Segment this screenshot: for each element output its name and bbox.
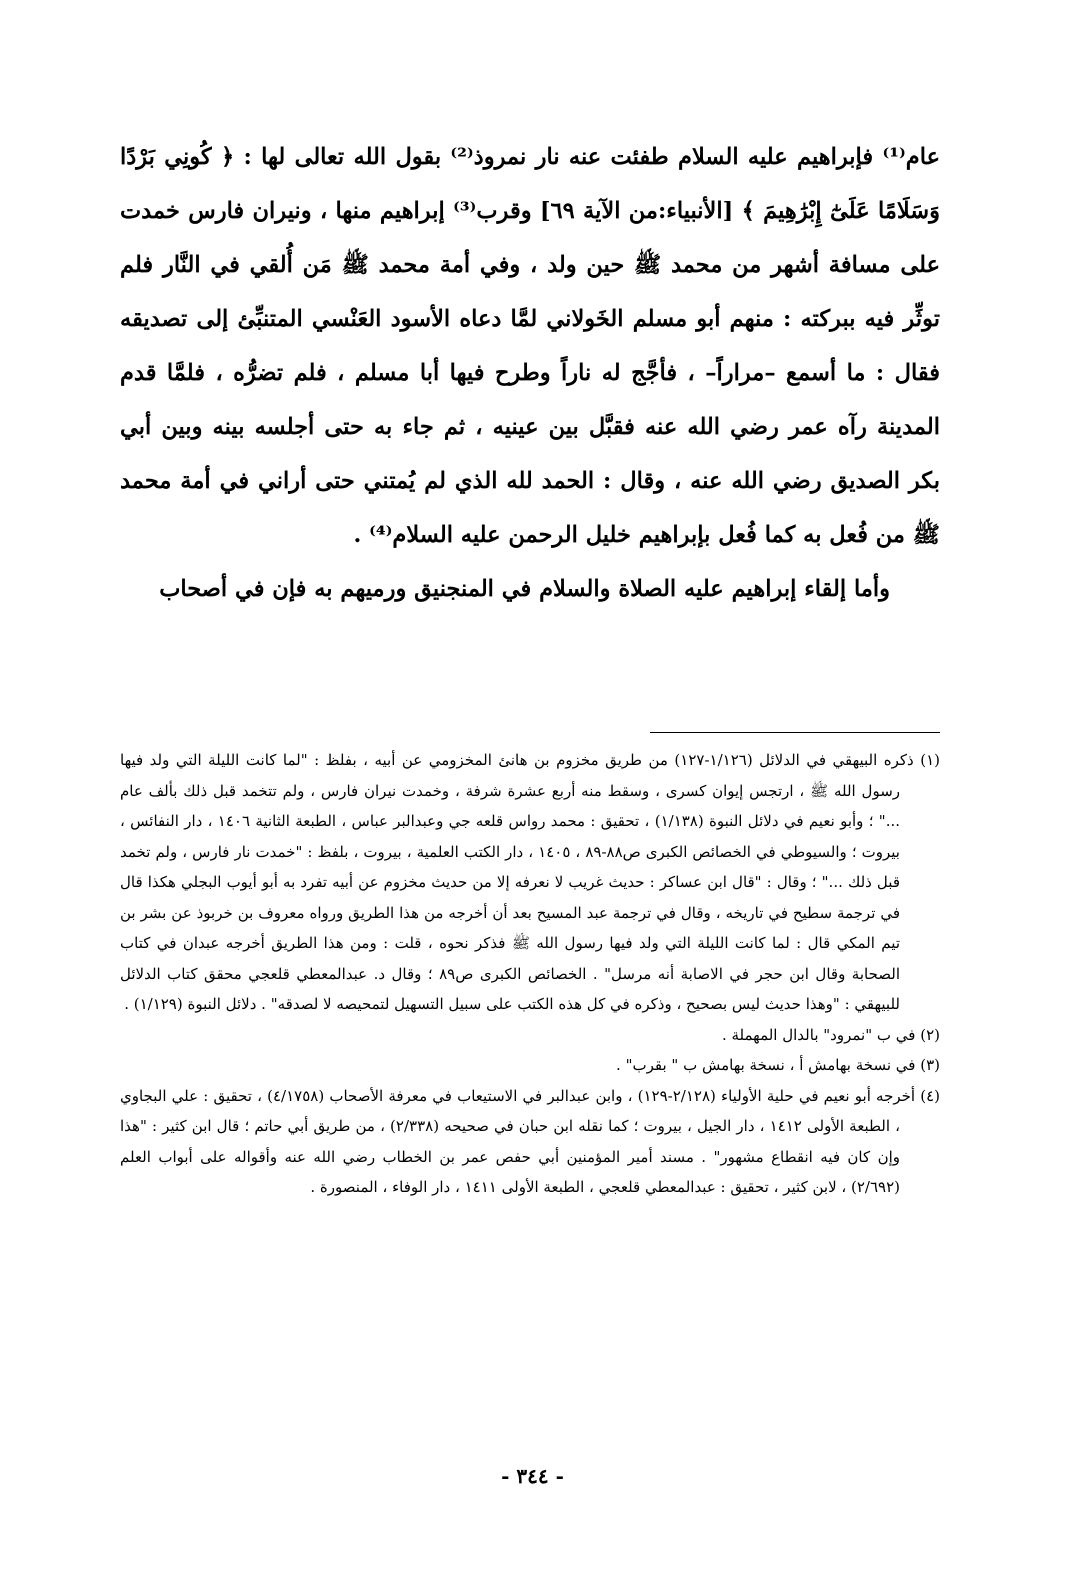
footnote-separator — [650, 732, 940, 733]
page-number: - ٣٤٤ - — [501, 1464, 564, 1488]
paragraph-1: عام⁽¹⁾ فإبراهيم عليه السلام طفئت عنه نار نمروذ⁽²⁾ بقول الله تعالى لها : ﴿ كُونِي بَرْدًا وَسَلَامًا عَلَىٰٓ إِبْرَٰهِيمَ ﴾ [الأنبياء:من الآية ٦٩] وقرب⁽³⁾ إبراهيم منها ، ونيران فارس خمدت على مسافة أشهر من محمد ﷺ حين ولد ، وفي أمة محمد ﷺ مَن أُلقي في النَّار فلم توثِّر فيه ببركته : منهم أبو مسلم الخَولاني لمَّا دعاه الأسود العَنْسي المتنبِّئ إلى تصديقه فقال : ما أسمع –مراراً– ، فأجَّج له ناراً وطرح فيها أبا مسلم ، فلم تضرُّه ، فلمَّا قدم المدينة رآه عمر رضي الله عنه فقبَّل بين عينيه ، ثم جاء به حتى أجلسه بينه وبين أبي بكر الصديق رضي الله عنه ، وقال : الحمد لله الذي لم يُمتني حتى أراني في أمة محمد ﷺ من فُعل به كما فُعل بإبراهيم خليل الرحمن عليه السلام⁽⁴⁾ . — [120, 144, 941, 548]
paragraph-2: وأما إلقاء إبراهيم عليه الصلاة والسلام في المنجنيق ورميهم به فإن في أصحاب — [159, 576, 890, 602]
footnote-2: (٢) في ب "نمرود" بالدال المهملة . — [721, 1025, 940, 1044]
footnote-3: (٣) في نسخة بهامش أ ، نسخة بهامش ب " بقرب" . — [616, 1056, 940, 1074]
main-text — [120, 130, 940, 616]
footnotes — [120, 745, 940, 1203]
footnote-4: (٤) أخرجه أبو نعيم في حلية الأولياء (٢/١٢٨-١٢٩) ، وابن عبدالبر في الاستيعاب في معرفة الأصحاب (٤/١٧٥٨) ، تحقيق : علي البجاوي ، الطبعة الأولى ١٤١٢ ، دار الجيل ، بيروت ؛ كما نقله ابن حبان في صحيحه (٢/٣٣٨) ، من طريق أبي حاتم ؛ قال ابن كثير : "هذا وإن كان فيه انقطاع مشهور" . مسند أمير المؤمنين أبي حفص عمر بن الخطاب رضي الله عنه وأقواله على أبواب العلم (٢/٦٩٢) ، لابن كثير ، تحقيق : عبدالمعطي قلعجي ، الطبعة الأولى ١٤١١ ، دار الوفاء ، المنصورة . — [120, 1086, 940, 1196]
footnote-1: (١) ذكره البيهقي في الدلائل (١/١٢٦-١٢٧) من طريق مخزوم بن هانئ المخزومي عن أبيه ، بفلظ : "لما كانت الليلة التي ولد فيها رسول الله ﷺ ، ارتجس إيوان كسرى ، وسقط منه أربع عشرة شرفة ، وخمدت نيران فارس ، ولم تتخمد قبل ذلك بألف عام ..." ؛ وأبو نعيم في دلائل النبوة (١/١٣٨) ، تحقيق : محمد رواس قلعه جي وعبدالبر عباس ، الطبعة الثانية ١٤٠٦ ، دار النفائس ، بيروت ؛ والسيوطي في الخصائص الكبرى ص٨٨-٨٩ ، ١٤٠٥ ، دار الكتب العلمية ، بيروت ، بلفظ : "خمدت نار فارس ، ولم تخمد قبل ذلك ..." ؛ وقال : "قال ابن عساكر : حديث غريب لا نعرفه إلا من حديث مخزوم عن أبيه تفرد به أبو أيوب البجلي هكذا قال في ترجمة سطيح في تاريخه ، وقال في ترجمة عبد المسيح بعد أن أخرجه من هذا الطريق ورواه معروف بن خربوذ عن بشر بن تيم المكي قال : لما كانت الليلة التي ولد فيها رسول الله ﷺ فذكر نحوه ، قلت : ومن هذا الطريق أخرجه عبدان في كتاب الصحابة وقال ابن حجر في الاصابة أنه مرسل" . الخصائص الكبرى ص٨٩ ؛ وقال د. عبدالمعطي قلعجي محقق كتاب الدلائل للبيهقي : "وهذا حديث ليس بصحيح ، وذكره في كل هذه الكتب على سبيل التسهيل لتمحيصه لا لصدقه" . دلائل النبوة (١/١٢٩) . — [120, 751, 941, 1013]
